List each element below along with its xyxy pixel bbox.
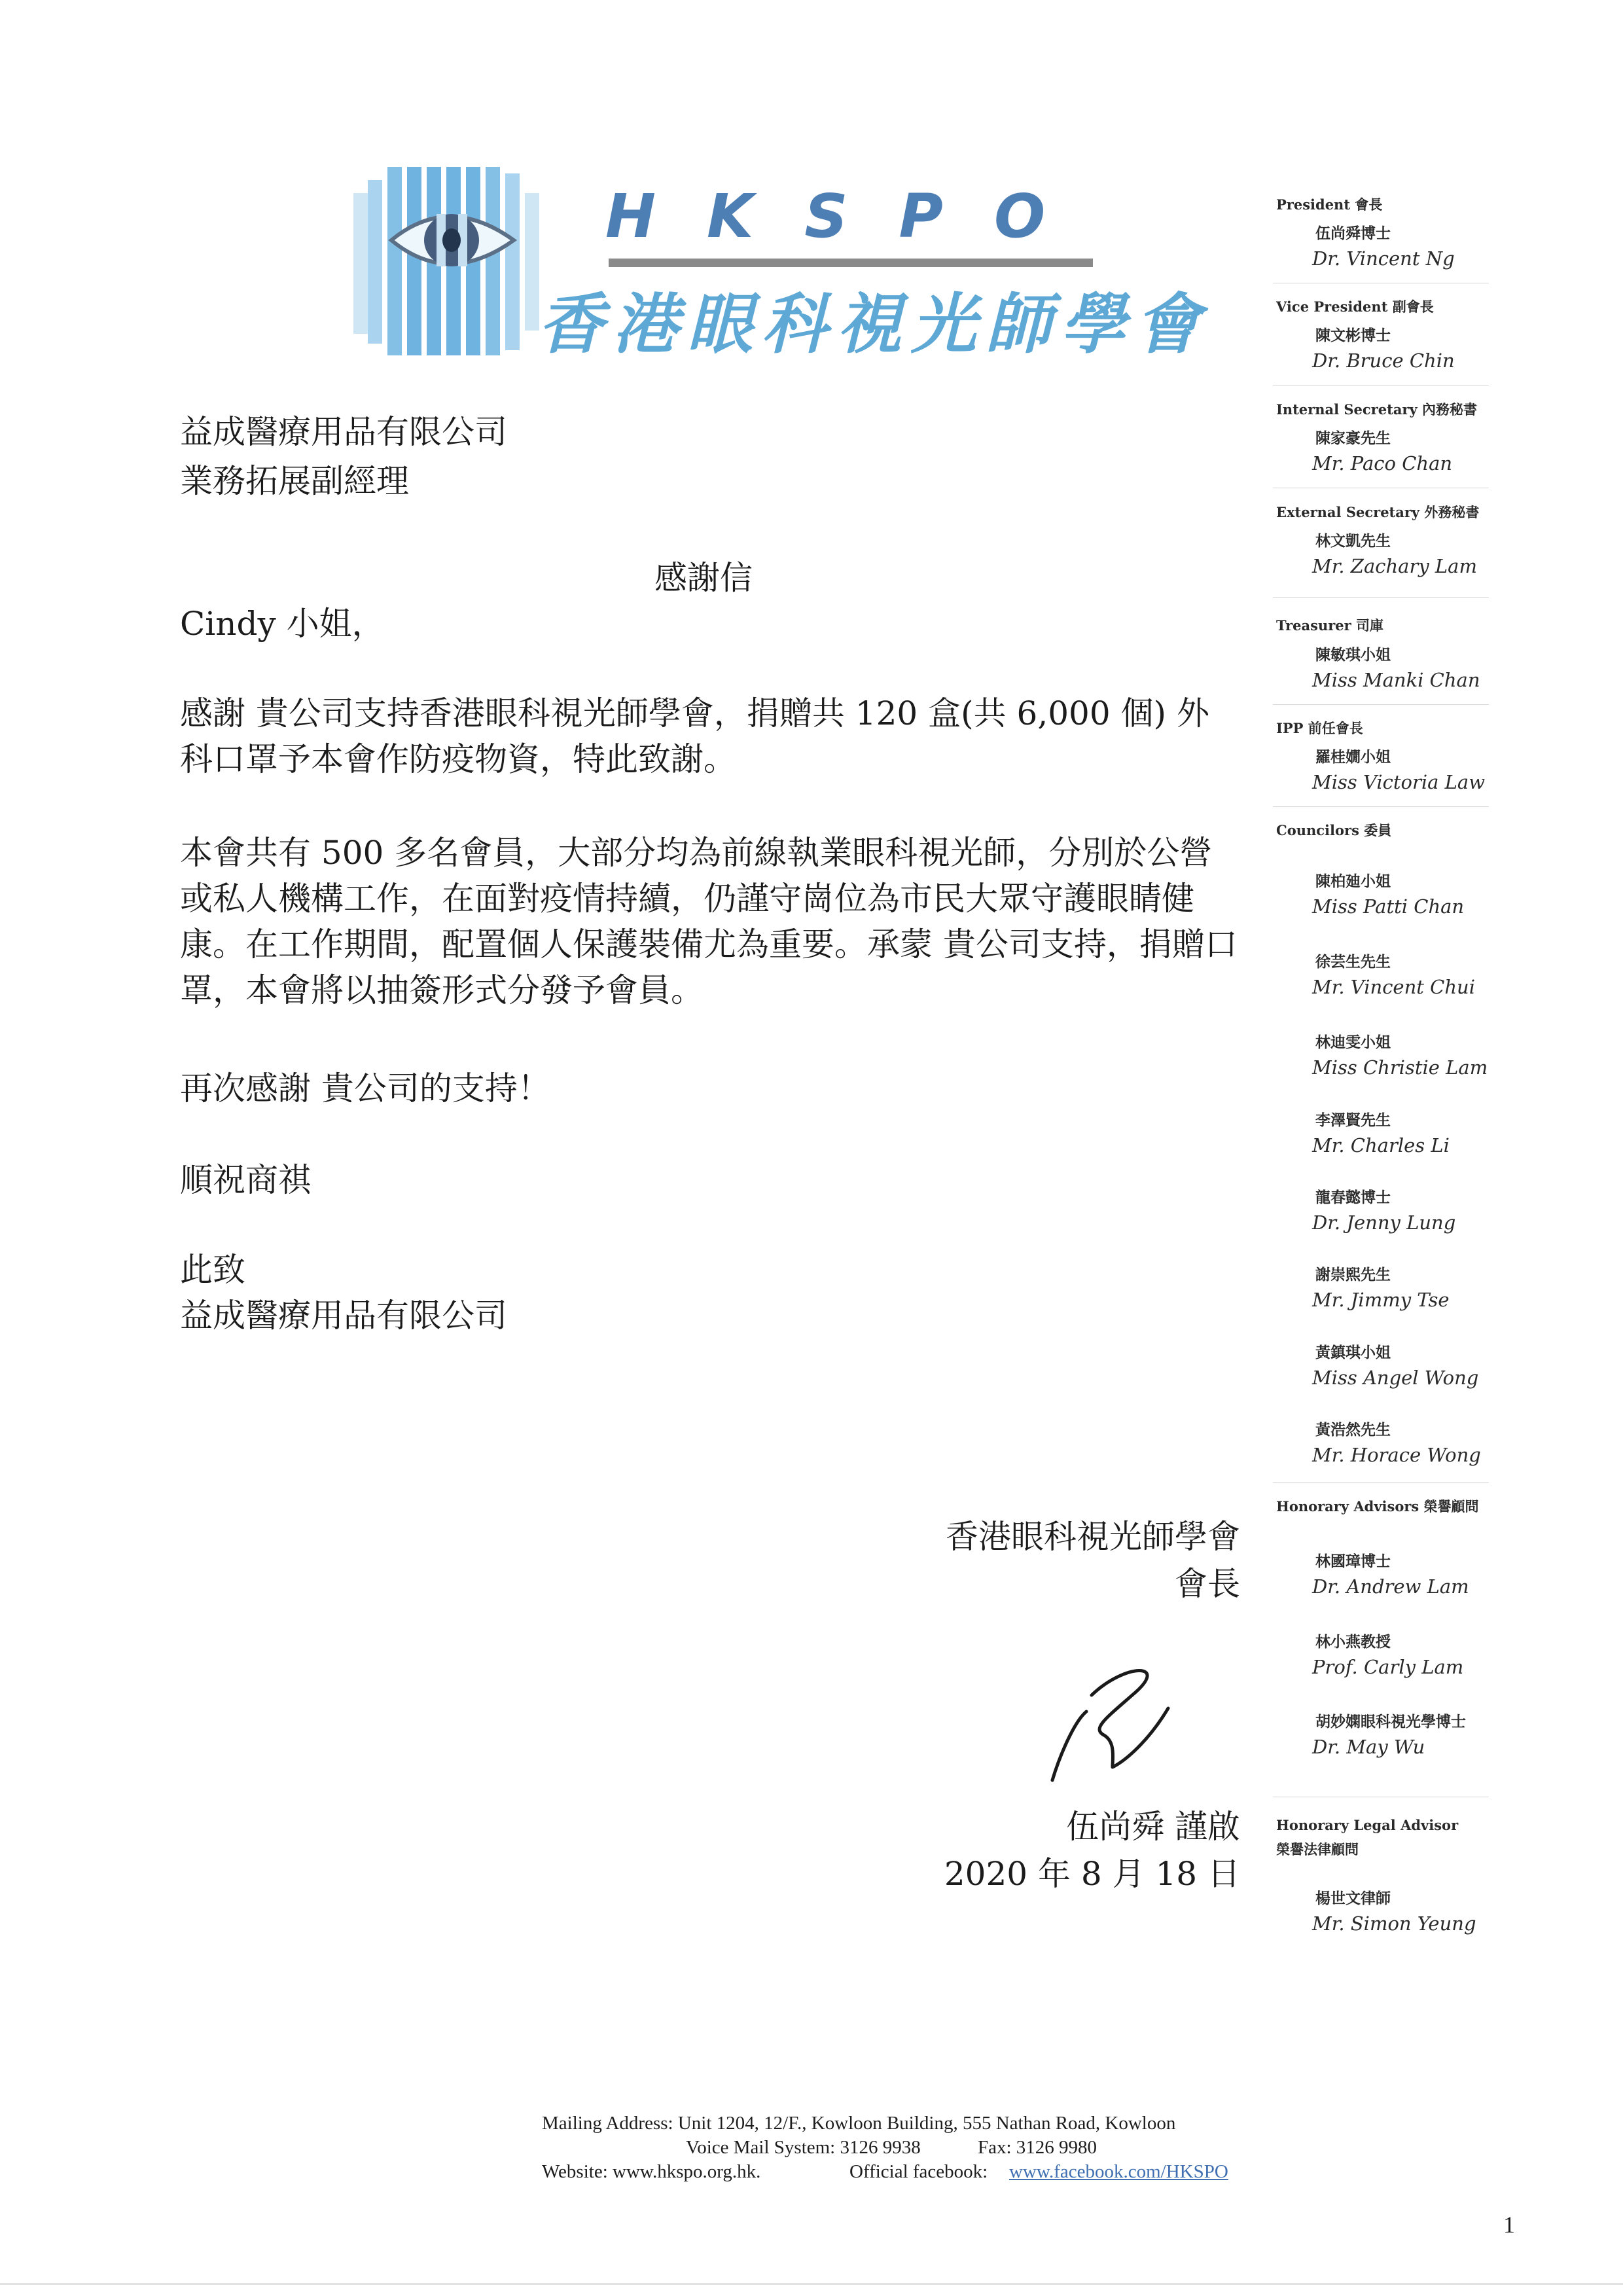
role-legal-advisor: Honorary Legal Advisor [1276, 1817, 1459, 1833]
paragraph-thanks: 感謝 貴公司支持香港眼科視光師學會，捐贈共 120 盒(共 6,000 個) 外科口罩予本會作防疫物資，特此致謝。 [180, 694, 1209, 778]
name-en: Dr. Vincent Ng [1312, 247, 1455, 270]
name-en: Prof. Carly Lam [1312, 1656, 1464, 1678]
divider [1273, 704, 1489, 705]
voice-mail: Voice Mail System: 3126 9938 [686, 2137, 921, 2158]
name-cn: 林文凱先生 [1315, 533, 1391, 550]
name-cn: 伍尚舜博士 [1315, 225, 1391, 242]
name-cn: 羅桂嫺小姐 [1315, 749, 1391, 766]
letter-date: 2020 年 8 月 18 日 [944, 1855, 1240, 1893]
divider [1273, 1482, 1489, 1483]
to-label: 此致 [180, 1251, 245, 1289]
name-cn: 謝崇熙先生 [1315, 1266, 1391, 1283]
name-en: Dr. Andrew Lam [1312, 1575, 1469, 1598]
divider [1273, 597, 1489, 598]
handwritten-signature [1034, 1649, 1204, 1800]
name-cn: 李澤賢先生 [1315, 1112, 1391, 1129]
role-honorary-advisors: Honorary Advisors 榮譽顧問 [1276, 1498, 1479, 1515]
salutation: Cindy 小姐， [180, 605, 385, 643]
name-en: Dr. Bruce Chin [1312, 350, 1455, 372]
name-cn: 黃鎮琪小姐 [1315, 1344, 1391, 1361]
name-en: Mr. Charles Li [1312, 1134, 1450, 1157]
signer-name: 伍尚舜 謹啟 [1066, 1808, 1240, 1846]
name-cn: 楊世文律師 [1315, 1890, 1391, 1907]
name-en: Dr. May Wu [1312, 1736, 1425, 1758]
name-cn: 陳敏琪小姐 [1315, 647, 1391, 664]
hkspo-logo [353, 167, 1209, 363]
role-councilors: Councilors 委員 [1276, 822, 1392, 838]
name-en: Mr. Jimmy Tse [1312, 1289, 1450, 1311]
role-treasurer: Treasurer 司庫 [1276, 617, 1384, 634]
name-en: Miss Angel Wong [1312, 1367, 1479, 1389]
logo-abbreviation: HKSPO [605, 181, 1097, 251]
logo-divider [609, 259, 1093, 267]
name-cn: 林迪雯小姐 [1315, 1034, 1391, 1051]
name-en: Mr. Simon Yeung [1312, 1912, 1476, 1935]
signature-position: 會長 [1175, 1565, 1240, 1603]
name-en: Miss Manki Chan [1312, 669, 1480, 691]
facebook-label: Official facebook: [849, 2161, 988, 2182]
name-en: Miss Christie Lam [1312, 1056, 1488, 1079]
name-cn: 陳家豪先生 [1315, 430, 1391, 447]
name-en: Miss Victoria Law [1312, 771, 1486, 793]
name-cn: 黃浩然先生 [1315, 1422, 1391, 1439]
name-cn: 胡妙嫻眼科視光學博士 [1315, 1713, 1466, 1731]
role-legal-advisor-cn: 榮譽法律顧問 [1276, 1842, 1359, 1857]
facebook-link[interactable]: www.facebook.com/HKSPO [1009, 2161, 1228, 2182]
role-ipp: IPP 前任會長 [1276, 720, 1363, 736]
name-en: Mr. Vincent Chui [1312, 976, 1475, 998]
role-vice-president: Vice President 副會長 [1276, 298, 1434, 315]
to-company: 益成醫療用品有限公司 [180, 1297, 507, 1335]
eye-emblem-icon [353, 167, 543, 363]
name-cn: 林小燕教授 [1315, 1634, 1391, 1651]
role-president: President 會長 [1276, 196, 1383, 213]
logo-chinese-name: 香港眼科視光師學會 [538, 286, 1209, 363]
divider [1273, 806, 1489, 807]
signature-org: 香港眼科視光師學會 [946, 1518, 1240, 1556]
page-number: 1 [1503, 2212, 1515, 2238]
name-en: Miss Patti Chan [1312, 895, 1465, 918]
paragraph-members: 本會共有 500 多名會員，大部分均為前線執業眼科視光師，分別於公營或私人機構工作，在面對疫情持續，仍謹守崗位為市民大眾守護眼睛健康。在工作期間，配置個人保護裝備尤為重要。承蒙 貴公司支持，捐贈口罩，本會將以抽簽形式分發予會員。 [180, 834, 1238, 1009]
fax: Fax: 3126 9980 [978, 2137, 1097, 2158]
name-cn: 陳文彬博士 [1315, 327, 1391, 344]
role-external-secretary: External Secretary 外務秘書 [1276, 504, 1480, 520]
name-cn: 徐芸生先生 [1315, 954, 1391, 971]
recipient-company: 益成醫療用品有限公司 [180, 413, 507, 451]
divider [1273, 385, 1489, 386]
name-en: Mr. Zachary Lam [1312, 555, 1477, 577]
role-internal-secretary: Internal Secretary 內務秘書 [1276, 401, 1478, 418]
mailing-address: Mailing Address: Unit 1204, 12/F., Kowloon Building, 555 Nathan Road, Kowloon [542, 2113, 1176, 2134]
name-en: Mr. Horace Wong [1312, 1444, 1481, 1466]
name-cn: 陳柏廸小姐 [1315, 873, 1391, 890]
name-en: Mr. Paco Chan [1312, 452, 1453, 475]
recipient-title: 業務拓展副經理 [180, 462, 409, 500]
name-cn: 林國璋博士 [1315, 1553, 1391, 1570]
closing: 順祝商祺 [180, 1161, 311, 1199]
website: Website: www.hkspo.org.hk. [542, 2161, 761, 2182]
paragraph-thanks-again: 再次感謝 貴公司的支持！ [180, 1069, 550, 1107]
page-bottom-rule [0, 2283, 1623, 2285]
name-en: Dr. Jenny Lung [1312, 1211, 1456, 1234]
name-cn: 龍春懿博士 [1315, 1189, 1391, 1206]
letter-title: 感謝信 [654, 559, 753, 597]
